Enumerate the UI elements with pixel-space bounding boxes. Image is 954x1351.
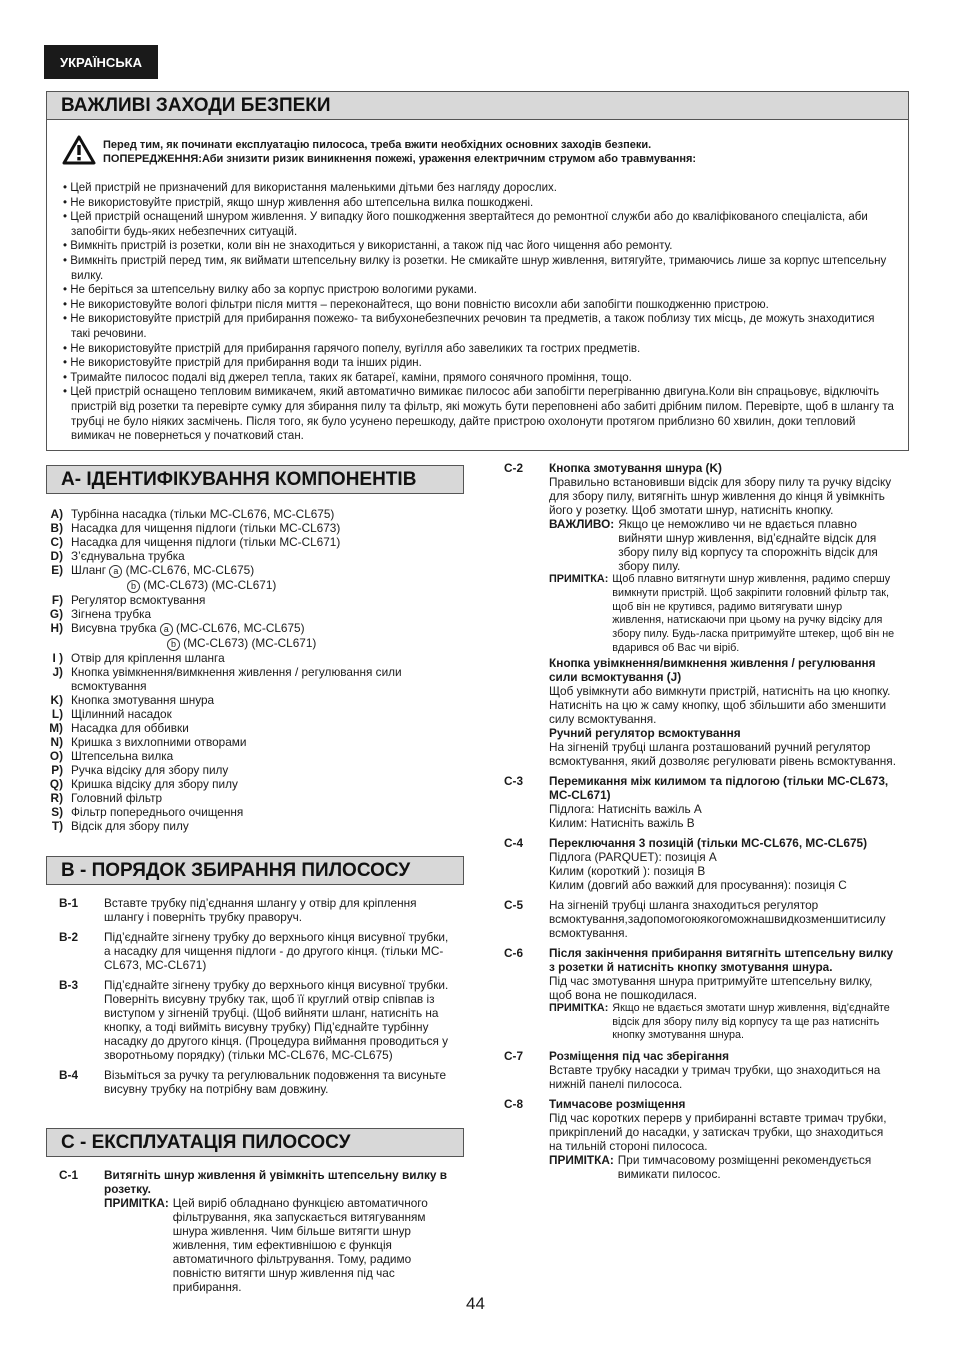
step-number: C-7 [504,1049,524,1064]
operation-c1 [59,1168,455,1300]
assembly-step [59,1068,455,1096]
component-text: Щілинний насадок [71,707,172,721]
component-key: A) [50,507,63,521]
subsection-title: Ручний регулятор всмоктування [549,725,741,740]
note-text: При тимчасовому розміщенні рекомендується вимикати пилосос. [617,1153,872,1182]
step-text: Вставте трубку під’єднання шлангу у отвір для кріплення шлангу і поверніть трубку праворуч. [104,896,417,924]
component-item [30,735,470,749]
component-text: Регулятор всмоктування [71,593,206,607]
component-key: K) [50,693,63,707]
component-text: Насадка для оббивки [71,721,189,735]
safety-list [59,181,894,444]
component-text: Кнопка змотування шнура [71,693,215,707]
step-text: Килим (короткий ): позиція B [549,863,706,878]
component-item [30,607,470,621]
step-title: Тимчасове розміщення [549,1097,686,1112]
step-number: C-3 [504,773,524,788]
operation-step [504,946,896,1043]
safety-item: • Не використовуйте пристрій для прибирання гарячого попелу, вугілля або завеликих та гострих предметів. [59,342,894,357]
component-item [30,521,470,535]
component-key: C) [50,535,63,549]
component-text: Насадка для чищення підлоги (тільки MC-CL671) [71,535,341,549]
safety-header: ВАЖЛИВІ ЗАХОДИ БЕЗПЕКИ [46,91,909,120]
step-number: C-6 [504,945,524,960]
note-text: Щоб плавно витягнути шнур живлення, радимо спершу вимкнути пристрій. Щоб закріпити головний фільтр так, щоб він не крутився, радимо витягувати шнур живлення, натискаючи при цьому на ручку відсіку для збору пилу. Будь-ласка притримуйте штекер, щоб він не вдарився об Вас чи віріб. [612,573,895,654]
variant-a-text: (MC-CL676, MC-CL675) [176,621,305,635]
note [104,1196,455,1294]
note [549,573,896,656]
step-text: Підлога: Натисніть важіль A [549,801,702,816]
component-text: Висувна трубка [71,621,157,635]
operation-step [59,1168,455,1294]
component-item [30,721,470,735]
component-text: Кришка відсіку для збору пилу [71,777,238,791]
component-key: G) [49,607,63,621]
assembly-step [59,930,455,972]
component-item [30,593,470,607]
component-item [30,749,470,763]
safety-item: • Не беріться за штепсельну вилку або за корпус пристрою вологими руками. [59,283,894,298]
component-text: Головний фільтр [71,791,163,805]
variant-a-marker: a [109,565,122,578]
step-title: Переключання 3 позицій (тільки MC-CL676, MC-CL675) [549,835,867,850]
warning-line-2: ПОПЕРЕДЖЕННЯ:Аби знизити ризик виникнення пожежі, ураження електричним струмом або травмування: [103,153,697,165]
step-text: Під’єднайте зігнену трубку до верхнього кінця висувної трубки. Поверніть висувну трубку так, щоб її круглий отвір співпав із виступом у зігненій трубці. (Щоб вийняти шланг, натисніть на кнопку, а тоді вийміть висувну трубку) Під’єднайте турбінну насадку до другого кінця. (Процедура виймання проводиться у зворотньому порядку) (тільки MC-CL676, MC-CL675) [104,978,449,1062]
assembly-step [59,896,455,924]
step-text: Килим: Натисніть важіль B [549,815,695,830]
step-number: B-4 [59,1068,79,1082]
component-item [30,777,470,791]
operation-step [504,461,896,768]
step-number: C-1 [59,1168,79,1182]
component-text: Ручка відсіку для збору пилу [71,763,229,777]
operation-step [504,1049,896,1091]
component-text: Кнопка увімкнення/вимкнення живлення / регулювання сили всмоктування [71,665,402,693]
note [549,1153,896,1181]
step-text: Килим (довгий або важкий для просування): позиція C [549,877,847,892]
page-number: 44 [466,1294,485,1313]
safety-item: • Вимкніть пристрій із розетки, коли він не знаходиться у використанні, а також під час його чищення або ремонту. [59,239,894,254]
step-text: Під час коротких перерв у прибиранні вставте тримач трубки, прикріплений до насадки, у затискач трубки, що знаходиться на тильній стороні пилососа. [549,1111,887,1154]
component-item [30,507,470,521]
step-title: Розміщення під час зберігання [549,1049,730,1064]
component-text: Турбінна насадка (тільки MC-CL676, MC-CL675) [71,507,335,521]
step-number: C-2 [504,461,524,475]
component-item [30,535,470,549]
safety-item: • Не використовуйте пристрій, якщо шнур живлення або штепсельна вилка пошкоджені. [59,196,894,211]
component-text: Фільтр попереднього очищення [71,805,244,819]
operation-step [504,898,896,940]
safety-item: • Не використовуйте пристрій для прибирання води та інших рідин. [59,356,894,371]
component-text: З’єднувальна трубка [71,549,185,563]
component-key: F) [51,593,63,607]
safety-box [46,119,909,451]
variant-a-text: (MC-CL676, MC-CL675) [125,563,255,577]
component-item [30,693,470,707]
note-label: ПРИМІТКА: [549,1001,609,1014]
note-text: Якщо не вдається змотати шнур живлення, від’єднайте відсік для збору пилу від корпусу та ще раз натисніть кнопку змотування шнура. [612,1001,890,1042]
note [549,1002,896,1043]
step-number: B-3 [59,978,79,992]
step-title: Перемикання між килимом та підлогою (тільки MC-CL673, MC-CL671) [549,773,889,802]
variant-a-marker: a [160,623,173,636]
step-text: Візьміться за ручку та регулювальник подовження та висуньте висувну трубку на потрібну вам довжину. [104,1068,446,1096]
operation-step [504,836,896,892]
component-key: S) [51,805,63,819]
component-key: E) [51,563,63,577]
assembly-steps [59,896,455,1102]
component-item [30,549,470,563]
safety-item: • Вимкніть пристрій перед тим, як виймати штепсельну вилку із розетки. Не смикайте шнур живлення, витягуйте, тримаючись лише за корпус штепсельну вилку. [59,254,894,283]
note-text: Якщо це неможливо чи не вдається плавно вийняти шнур живлення, від’єднайте відсік для збору пилу від корпусу та спорожніть відсік для збору пилу. [618,517,878,573]
warning-icon [62,135,96,165]
step-title: Витягніть шнур живлення й увімкніть штепсельну вилку в розетку. [104,1168,448,1196]
step-number: C-4 [504,835,524,850]
component-text: Шланг [71,563,107,577]
component-key: I ) [52,651,63,665]
step-text: Під’єднайте зігнену трубку до верхнього кінця висувної трубки, а насадку для чищення підлоги - до другого кінця. (тільки MC-CL673, MC-CL671) [104,930,449,972]
component-text: Кришка з вихлопними отворами [71,735,247,749]
step-number: C-5 [504,897,524,912]
component-item [30,563,470,578]
step-text: На зігненій трубці шланга розташований ручний регулятор всмоктування, який дозволяє регулювати рівень всмоктування. [549,739,896,768]
component-item [30,578,470,593]
component-item [30,651,470,665]
component-text: Отвір для кріплення шланга [71,651,225,665]
component-item [30,707,470,721]
component-item [30,636,470,651]
safety-item: • Не використовуйте вологі фільтри після миття – переконайтеся, що вони повністю висохли аби запобігти пошкодженню пристрою. [59,298,894,313]
section-a-header: A- ІДЕНТИФІКУВАННЯ КОМПОНЕНТІВ [46,465,464,494]
important-note [549,517,896,573]
language-tab: УКРАЇНСЬКА [44,45,158,79]
operation-step [504,774,896,830]
component-text: Відсік для збору пилу [71,819,189,833]
component-key: R) [50,791,63,805]
component-text: Зігнена трубка [71,607,152,621]
safety-item: • Цей пристрій не призначений для використання маленькими дітьми без нагляду дорослих. [59,181,894,196]
component-item [30,791,470,805]
step-text: Вставте трубку насадки у тримач трубки, що знаходиться на нижній панелі пилососа. [549,1063,881,1092]
right-column [504,461,896,1187]
note-label: ВАЖЛИВО: [549,517,615,531]
warning-line-1: Перед тим, як починати експлуатацію пилососа, треба вжити необхідних основних заходів безпеки. [103,139,652,151]
step-number: B-2 [59,930,79,944]
component-item [30,805,470,819]
step-text: Правильно встановивши відсік для збору пилу та ручку відсіку для збору пилу, витягніть шнур живлення до кінця й увімкніть його у розетку. Щоб змотати шнур, натисніть кнопку. [549,475,892,517]
step-number: C-8 [504,1097,524,1112]
safety-item: • Не використовуйте пристрій для прибирання пожежо- та вибухонебезпечних речовин та предметів, а також поблизу тих місць, де можуть знаходитися такі речовини. [59,312,894,341]
component-key: P) [51,763,63,777]
note-text: Цей виріб обладнано функцією автоматичного фільтрування, яка запускається витягуванням шнура живлення. Чим більше витягти шнур живлення, тим ефективнішою є функція автоматичного фільтрування. Тому, радимо повністю витягти шнур живлення під час прибирання. [172,1196,428,1294]
step-text: Щоб увімкнути або вимкнути пристрій, натисніть на цю кнопку. [549,683,891,698]
component-key: D) [50,549,63,563]
component-key: L) [51,707,63,721]
step-title: Кнопка змотування шнура (K) [549,461,722,475]
section-c-header: C - ЕКСПЛУАТАЦІЯ ПИЛОСОСУ [46,1128,464,1157]
safety-item: • Цей пристрій оснащено тепловим вимикачем, який автоматично вимикає пилосос аби запобігти перегріванню двигуна.Коли він спрацьовує, відключіть пристрій від розетки та перевірте сумку для збирання пилу та фільтр, які можуть бути переповнені або забиті дрібним пилом. Перевірте, щоб в шлангу та трубці не було ніяких засмічень. Після того, як було усунено перешкоду, дайте пристрою охолонути протягом приблизно 60 хвилин, доки тепловий вимикач не повернеться у початковий стан. [59,385,894,443]
component-text: Насадка для чищення підлоги (тільки MC-CL673) [71,521,341,535]
component-key: T) [51,819,63,833]
component-item [30,665,470,693]
section-b-header: B - ПОРЯДОК ЗБИРАННЯ ПИЛОСОСУ [46,856,464,885]
step-number: B-1 [59,896,79,910]
variant-b-text: (MC-CL673) (MC-CL671) [183,636,317,650]
note-label: ПРИМІТКА: [104,1196,169,1210]
note-label: ПРИМІТКА: [549,573,609,585]
component-key: N) [50,735,63,749]
assembly-step [59,978,455,1062]
component-key: B) [50,521,63,535]
component-item [30,763,470,777]
step-text: Натисніть на цю ж саму кнопку, щоб збільшити або зменшити силу всмоктування. [549,697,887,726]
component-item [30,819,470,833]
component-item [30,621,470,636]
safety-warning [103,138,696,166]
variant-b-marker: b [167,638,180,651]
component-key: Q) [49,777,63,791]
operation-step [504,1097,896,1181]
component-key: O) [49,749,63,763]
variant-b-text: (MC-CL673) (MC-CL671) [143,578,277,592]
component-list [30,507,470,833]
component-key: M) [49,721,63,735]
component-text: Штепсельна вилка [71,749,174,763]
subsection-title: Кнопка увімкнення/вимкнення живлення / регулювання сили всмоктування (J) [549,655,876,684]
variant-b-marker: b [127,580,140,593]
component-key: J) [52,665,63,679]
safety-item: • Цей пристрій оснащений шнуром живлення. У випадку його пошкодження звертайтеся до ремонтної служби або до кваліфікованого спеціаліста, аби запобігти будь-яких небезпечних ситуацій. [59,210,894,239]
step-title: Після закінчення прибирання витягніть штепсельну вилку з розетки й натисніть кнопку змотування шнура. [549,945,894,974]
step-text: Підлога (PARQUET): позиція A [549,849,717,864]
step-text: Під час змотування шнура притримуйте штепсельну вилку, щоб вона не пошкодилася. [549,973,873,1002]
step-text: На зігненій трубці шланга знаходиться регулятор всмоктування,задопомогоюякогоможнашвидкозменшитисилу всмоктування. [549,897,886,940]
safety-item: • Тримайте пилосос подалі від джерел тепла, таких як батареї, каміни, прямого сонячного проміння, тощо. [59,371,894,386]
note-label: ПРИМІТКА: [549,1153,614,1168]
component-key: H) [50,621,63,635]
